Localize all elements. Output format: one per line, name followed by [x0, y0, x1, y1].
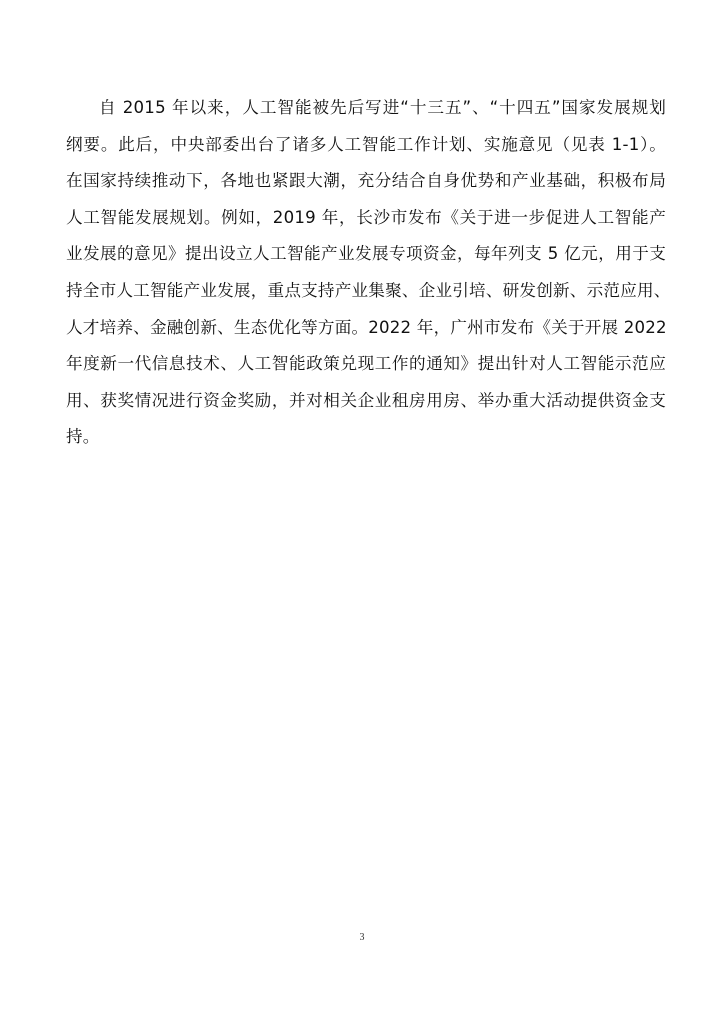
paragraph-line: 人才培养、金融创新、生态优化等方面。2022 年，广州市发布《关于开展 2022	[66, 317, 667, 337]
body-paragraph	[66, 90, 671, 456]
paragraph-line: 持。	[66, 427, 100, 447]
paragraph-line: 在国家持续推动下，各地也紧跟大潮，充分结合自身优势和产业基础，积极布局	[66, 171, 666, 191]
paragraph-line: 人工智能发展规划。例如，2019 年，长沙市发布《关于进一步促进人工智能产	[66, 207, 666, 227]
paragraph-line: 业发展的意见》提出设立人工智能产业发展专项资金，每年列支 5 亿元，用于支	[66, 244, 666, 264]
paragraph-line: 自 2015 年以来，人工智能被先后写进“十三五”、“十四五”国家发展规划	[99, 98, 666, 117]
paragraph-line: 年度新一代信息技术、人工智能政策兑现工作的通知》提出针对人工智能示范应	[66, 354, 666, 374]
paragraph-line: 用、获奖情况进行资金奖励，并对相关企业租房用房、举办重大活动提供资金支	[66, 390, 666, 410]
page-number: 3	[359, 932, 365, 943]
paragraph-line: 纲要。此后，中央部委出台了诸多人工智能工作计划、实施意见（见表 1-1）。	[66, 134, 666, 154]
paragraph-line: 持全市人工智能产业发展，重点支持产业集聚、企业引培、研发创新、示范应用、	[66, 280, 671, 300]
